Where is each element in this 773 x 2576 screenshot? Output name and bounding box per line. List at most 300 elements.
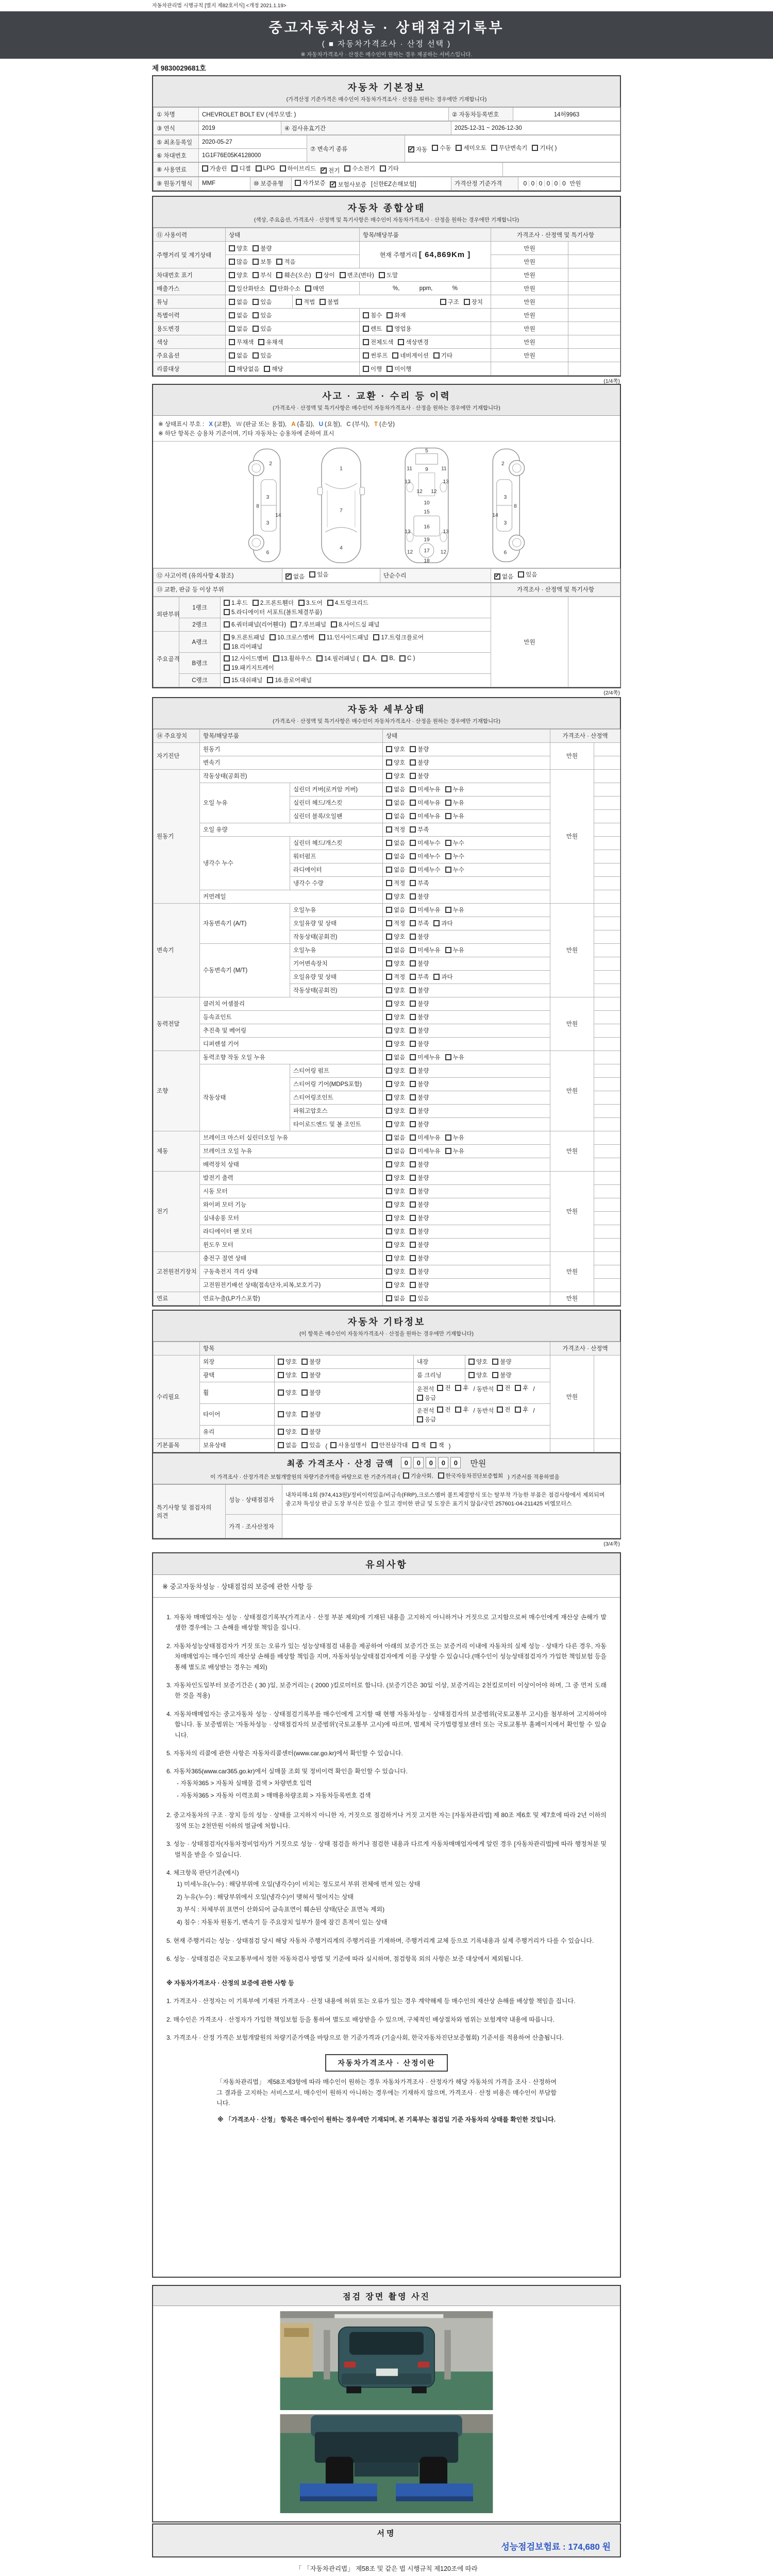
checkbox-icon[interactable] (386, 312, 393, 318)
checkbox-option[interactable]: 양호 (386, 1241, 405, 1249)
checkbox-option[interactable]: 불량 (410, 1200, 429, 1209)
checkbox-icon[interactable] (386, 1268, 392, 1275)
checkbox-icon[interactable] (276, 272, 282, 278)
checkbox-option[interactable]: 변조(변타) (340, 271, 374, 279)
checkbox-option[interactable]: 전체도색 (363, 338, 393, 346)
checkbox-icon[interactable] (386, 1041, 392, 1047)
checkbox-icon[interactable] (410, 840, 416, 846)
checkbox-icon[interactable] (432, 145, 438, 151)
checkbox-icon[interactable] (410, 1041, 416, 1047)
checkbox-icon[interactable] (386, 1295, 392, 1301)
checkbox-icon[interactable] (412, 1442, 418, 1448)
checkbox-option[interactable]: 17.트렁크플로어 (373, 633, 424, 641)
checkbox-icon[interactable] (253, 326, 259, 332)
checkbox-icon[interactable] (331, 621, 337, 628)
checkbox-icon[interactable] (417, 1416, 423, 1422)
checkbox-icon[interactable] (278, 1411, 284, 1417)
checkbox-icon[interactable] (410, 920, 416, 926)
checkbox-option[interactable]: 불량 (253, 244, 272, 252)
checkbox-option[interactable]: 양호 (386, 1066, 405, 1075)
checkbox-icon[interactable] (410, 1215, 416, 1221)
checkbox-icon[interactable] (386, 840, 392, 846)
checkbox-icon[interactable] (410, 1108, 416, 1114)
checkbox-option[interactable]: 불량 (410, 1120, 429, 1128)
checkbox-icon[interactable] (316, 655, 323, 662)
checkbox-option[interactable]: 불량 (410, 1241, 429, 1249)
checkbox-icon[interactable] (399, 655, 406, 662)
checkbox-option[interactable]: 불량 (301, 1428, 321, 1436)
checkbox-icon[interactable] (224, 665, 230, 671)
checkbox-icon[interactable] (229, 326, 235, 332)
checkbox-option[interactable]: 세미오토 (456, 144, 486, 152)
checkbox-icon[interactable] (363, 366, 369, 372)
checkbox-option[interactable]: 불량 (492, 1358, 511, 1366)
checkbox-option[interactable]: 7.루브패널 (291, 620, 326, 629)
checkbox-icon[interactable] (386, 907, 392, 913)
checkbox-icon[interactable] (386, 1148, 392, 1154)
checkbox-option[interactable]: 양호 (386, 758, 405, 767)
checkbox-option[interactable]: 누유 (445, 1147, 464, 1155)
checkbox-icon[interactable] (253, 272, 259, 278)
checkbox-option[interactable]: 있음 (518, 570, 537, 579)
checkbox-option[interactable]: 후 (515, 1384, 528, 1392)
checkbox-option[interactable]: 응급 (417, 1394, 436, 1402)
checkbox-option[interactable]: 부족 (410, 879, 429, 887)
checkbox-option[interactable]: 후 (455, 1405, 468, 1414)
checkbox-icon[interactable] (492, 1372, 498, 1378)
checkbox-icon[interactable] (344, 165, 350, 172)
checkbox-option[interactable]: 양호 (386, 1254, 405, 1262)
checkbox-option[interactable]: A, (363, 655, 377, 662)
checkbox-option[interactable]: 탄화수소 (270, 284, 300, 293)
checkbox-option[interactable]: 하이브리드 (280, 164, 316, 173)
checkbox-icon[interactable] (386, 920, 392, 926)
checkbox-option[interactable]: 없음 (386, 1133, 405, 1142)
checkbox-icon[interactable] (386, 1108, 392, 1114)
checkbox-option[interactable]: ✔ 보험사보증 (330, 181, 366, 188)
checkbox-option[interactable]: 누유 (445, 1053, 464, 1061)
checkbox-icon[interactable] (386, 1255, 392, 1261)
checkbox-option[interactable]: ✔ 자동 (409, 146, 428, 154)
checkbox-option[interactable]: 없음 (229, 351, 248, 360)
checkbox-icon[interactable] (386, 987, 392, 993)
checkbox-option[interactable]: 불량 (410, 758, 429, 767)
checkbox-option[interactable]: 수동 (432, 144, 451, 152)
checkbox-icon[interactable] (267, 677, 273, 683)
checkbox-icon[interactable] (410, 934, 416, 940)
checkbox-option[interactable]: 부족 (410, 973, 429, 981)
checkbox-option[interactable]: 불량 (410, 1093, 429, 1101)
checkbox-option[interactable]: 없음 (229, 325, 248, 333)
checkbox-icon[interactable] (410, 826, 416, 833)
checkbox-icon[interactable] (224, 621, 230, 628)
checkbox-icon[interactable] (229, 245, 235, 251)
checkbox-option[interactable]: 누유 (445, 812, 464, 820)
checkbox-option[interactable]: C ) (399, 655, 415, 662)
checkbox-option[interactable]: 잭 (412, 1441, 426, 1449)
checkbox-icon[interactable] (403, 1472, 409, 1479)
checkbox-icon[interactable] (301, 1429, 308, 1435)
checkbox-icon[interactable] (273, 655, 279, 662)
checkbox-option[interactable]: 양호 (278, 1410, 297, 1418)
checkbox-option[interactable]: 불량 (301, 1410, 321, 1418)
checkbox-icon[interactable] (386, 366, 393, 372)
checkbox-icon[interactable] (392, 352, 398, 359)
checkbox-option[interactable]: 무단변속기 (491, 144, 528, 152)
checkbox-option[interactable]: 미세누수 (410, 866, 440, 874)
checkbox-option[interactable]: 불량 (410, 1174, 429, 1182)
checkbox-icon[interactable] (386, 893, 392, 900)
checkbox-checked-icon[interactable]: ✔ (321, 167, 326, 173)
checkbox-icon[interactable] (276, 259, 282, 265)
checkbox-icon[interactable] (295, 180, 301, 186)
checkbox-icon[interactable] (410, 1188, 416, 1194)
checkbox-option[interactable]: 잭 (430, 1441, 444, 1449)
checkbox-icon[interactable] (229, 339, 235, 345)
checkbox-option[interactable]: 양호 (278, 1428, 297, 1436)
checkbox-icon[interactable] (410, 759, 416, 766)
checkbox-icon[interactable] (445, 1148, 451, 1154)
checkbox-option[interactable]: ✔ 없음 (495, 573, 514, 580)
checkbox-icon[interactable] (497, 1385, 503, 1391)
checkbox-icon[interactable] (231, 165, 238, 172)
checkbox-icon[interactable] (410, 1175, 416, 1181)
checkbox-option[interactable]: 많음 (229, 258, 248, 266)
checkbox-option[interactable]: 불량 (410, 1187, 429, 1195)
checkbox-option[interactable]: 누유 (445, 906, 464, 914)
checkbox-option[interactable]: 전 (497, 1405, 510, 1414)
checkbox-option[interactable]: 불량 (492, 1371, 511, 1379)
checkbox-option[interactable]: 양호 (278, 1388, 297, 1397)
checkbox-option[interactable]: 침수 (363, 311, 382, 319)
checkbox-icon[interactable] (410, 1161, 416, 1167)
checkbox-icon[interactable] (278, 1372, 284, 1378)
checkbox-checked-icon[interactable]: ✔ (495, 573, 500, 579)
checkbox-icon[interactable] (410, 867, 416, 873)
checkbox-icon[interactable] (379, 272, 385, 278)
checkbox-option[interactable]: 없음 (386, 1053, 405, 1061)
checkbox-option[interactable]: 14.필러패널 ( (316, 654, 359, 663)
checkbox-option[interactable]: 색상변경 (398, 338, 428, 346)
checkbox-option[interactable]: 불량 (410, 1026, 429, 1035)
checkbox-icon[interactable] (410, 1228, 416, 1234)
checkbox-option[interactable]: 미세누수 (410, 852, 440, 860)
checkbox-option[interactable]: 불량 (410, 1214, 429, 1222)
checkbox-option[interactable]: 매연 (305, 284, 324, 293)
checkbox-icon[interactable] (386, 1001, 392, 1007)
checkbox-icon[interactable] (224, 600, 230, 606)
checkbox-checked-icon[interactable]: ✔ (330, 181, 336, 188)
checkbox-icon[interactable] (491, 145, 497, 151)
checkbox-option[interactable]: 불량 (410, 1160, 429, 1168)
checkbox-icon[interactable] (253, 259, 259, 265)
checkbox-icon[interactable] (320, 299, 326, 305)
checkbox-icon[interactable] (253, 245, 259, 251)
checkbox-option[interactable]: ✔ 전기 (321, 167, 340, 174)
checkbox-option[interactable]: 9.프론트패널 (224, 633, 265, 641)
checkbox-option[interactable]: 양호 (386, 1227, 405, 1235)
checkbox-option[interactable]: 불량 (410, 892, 429, 901)
checkbox-icon[interactable] (229, 272, 235, 278)
checkbox-option[interactable]: 없음 (386, 946, 405, 954)
checkbox-icon[interactable] (410, 1148, 416, 1154)
checkbox-option[interactable]: 불량 (410, 1267, 429, 1276)
checkbox-icon[interactable] (278, 1359, 284, 1365)
checkbox-option[interactable]: 양호 (386, 1160, 405, 1168)
checkbox-option[interactable]: 불량 (410, 933, 429, 941)
checkbox-option[interactable]: 누유 (445, 799, 464, 807)
checkbox-option[interactable]: 영업용 (386, 325, 411, 333)
checkbox-option[interactable]: 양호 (386, 892, 405, 901)
checkbox-option[interactable]: 19.패키지트레이 (224, 664, 274, 672)
checkbox-icon[interactable] (410, 893, 416, 900)
checkbox-option[interactable]: 8.사이드실 패널 (331, 620, 379, 629)
checkbox-option[interactable]: 15.대쉬패널 (224, 676, 262, 684)
checkbox-icon[interactable] (363, 352, 369, 359)
checkbox-option[interactable]: 양호 (386, 1026, 405, 1035)
checkbox-icon[interactable] (518, 571, 524, 578)
checkbox-option[interactable]: 미세누유 (410, 1147, 440, 1155)
checkbox-icon[interactable] (316, 272, 322, 278)
checkbox-option[interactable]: 장치 (464, 298, 483, 306)
checkbox-icon[interactable] (445, 907, 451, 913)
checkbox-icon[interactable] (363, 339, 369, 345)
checkbox-option[interactable]: 양호 (278, 1371, 297, 1379)
checkbox-icon[interactable] (278, 1442, 284, 1448)
checkbox-option[interactable]: 18.리어패널 (224, 642, 262, 651)
checkbox-icon[interactable] (278, 1389, 284, 1396)
checkbox-option[interactable]: 해당없음 (229, 365, 259, 373)
checkbox-icon[interactable] (253, 600, 259, 606)
checkbox-option[interactable]: 과다 (433, 973, 452, 981)
checkbox-icon[interactable] (410, 1094, 416, 1100)
checkbox-icon[interactable] (410, 1121, 416, 1127)
checkbox-option[interactable]: 전 (497, 1384, 510, 1392)
checkbox-icon[interactable] (381, 655, 388, 662)
checkbox-icon[interactable] (258, 339, 264, 345)
checkbox-icon[interactable] (386, 746, 392, 752)
checkbox-icon[interactable] (229, 352, 235, 359)
checkbox-icon[interactable] (386, 1054, 392, 1060)
checkbox-icon[interactable] (386, 1161, 392, 1167)
checkbox-option[interactable]: 11.인사이드패널 (319, 633, 369, 641)
checkbox-option[interactable]: 양호 (468, 1371, 488, 1379)
checkbox-option[interactable]: 양호 (386, 1120, 405, 1128)
checkbox-icon[interactable] (319, 634, 325, 640)
checkbox-icon[interactable] (410, 773, 416, 779)
checkbox-icon[interactable] (437, 1406, 443, 1413)
checkbox-option[interactable]: 이행 (363, 365, 382, 373)
checkbox-option[interactable]: 적정 (386, 919, 405, 927)
checkbox-option[interactable]: 유채색 (258, 338, 283, 346)
checkbox-icon[interactable] (386, 880, 392, 886)
checkbox-icon[interactable] (497, 1406, 503, 1413)
checkbox-option[interactable]: 양호 (386, 999, 405, 1008)
checkbox-icon[interactable] (468, 1359, 475, 1365)
checkbox-option[interactable]: 없음 (386, 785, 405, 793)
checkbox-option[interactable]: 있음 (253, 311, 272, 319)
checkbox-option[interactable]: 없음 (229, 298, 248, 306)
checkbox-option[interactable]: 양호 (386, 1267, 405, 1276)
checkbox-icon[interactable] (330, 1442, 337, 1448)
checkbox-icon[interactable] (229, 312, 235, 318)
checkbox-icon[interactable] (386, 1067, 392, 1074)
checkbox-option[interactable]: 무채색 (229, 338, 254, 346)
checkbox-icon[interactable] (386, 1175, 392, 1181)
checkbox-icon[interactable] (301, 1359, 308, 1365)
checkbox-icon[interactable] (410, 800, 416, 806)
checkbox-icon[interactable] (386, 947, 392, 953)
checkbox-option[interactable]: 구조 (440, 298, 459, 306)
checkbox-option[interactable]: 있음 (253, 351, 272, 360)
checkbox-icon[interactable] (437, 1385, 443, 1391)
checkbox-option[interactable]: 기타 (380, 164, 399, 173)
checkbox-option[interactable]: 전 (437, 1384, 450, 1392)
checkbox-icon[interactable] (386, 1081, 392, 1087)
checkbox-icon[interactable] (468, 1372, 475, 1378)
checkbox-icon[interactable] (380, 165, 386, 172)
checkbox-icon[interactable] (291, 621, 297, 628)
checkbox-option[interactable]: 없음 (386, 906, 405, 914)
checkbox-option[interactable]: 보통 (253, 258, 272, 266)
checkbox-icon[interactable] (386, 867, 392, 873)
checkbox-option[interactable]: 누수 (445, 852, 464, 860)
checkbox-option[interactable]: 기술사회, (403, 1472, 433, 1480)
checkbox-option[interactable]: 불량 (410, 986, 429, 994)
checkbox-option[interactable]: 안전삼각대 (372, 1441, 408, 1449)
checkbox-option[interactable]: 가솔린 (202, 164, 227, 173)
checkbox-icon[interactable] (410, 1067, 416, 1074)
checkbox-option[interactable]: 없음 (386, 1294, 405, 1302)
checkbox-icon[interactable] (386, 773, 392, 779)
checkbox-option[interactable]: 누수 (445, 866, 464, 874)
checkbox-icon[interactable] (386, 813, 392, 819)
checkbox-option[interactable]: 양호 (386, 1174, 405, 1182)
checkbox-option[interactable]: ✔ 없음 (286, 573, 305, 580)
checkbox-icon[interactable] (532, 145, 538, 151)
checkbox-option[interactable]: 없음 (386, 1147, 405, 1155)
checkbox-icon[interactable] (363, 326, 369, 332)
checkbox-icon[interactable] (410, 1295, 416, 1301)
checkbox-icon[interactable] (386, 826, 392, 833)
checkbox-icon[interactable] (386, 1134, 392, 1141)
checkbox-option[interactable]: 불량 (410, 959, 429, 968)
checkbox-option[interactable]: 누유 (445, 946, 464, 954)
checkbox-option[interactable]: 없음 (386, 812, 405, 820)
checkbox-option[interactable]: 불량 (410, 999, 429, 1008)
checkbox-option[interactable]: 양호 (386, 933, 405, 941)
checkbox-icon[interactable] (372, 1442, 378, 1448)
checkbox-option[interactable]: 불량 (410, 772, 429, 780)
checkbox-option[interactable]: 불량 (410, 1281, 429, 1289)
checkbox-option[interactable]: 양호 (386, 1013, 405, 1021)
checkbox-icon[interactable] (455, 1406, 461, 1413)
checkbox-option[interactable]: 없음 (386, 839, 405, 847)
checkbox-icon[interactable] (440, 299, 446, 305)
checkbox-option[interactable]: 수소전기 (344, 164, 375, 173)
checkbox-option[interactable]: 미이행 (386, 365, 411, 373)
checkbox-icon[interactable] (410, 746, 416, 752)
checkbox-icon[interactable] (410, 1001, 416, 1007)
checkbox-icon[interactable] (202, 165, 208, 172)
checkbox-option[interactable]: 디젤 (231, 164, 250, 173)
checkbox-icon[interactable] (445, 800, 451, 806)
checkbox-icon[interactable] (445, 786, 451, 792)
checkbox-option[interactable]: 불량 (410, 1040, 429, 1048)
checkbox-option[interactable]: 양호 (229, 271, 248, 279)
checkbox-icon[interactable] (253, 312, 259, 318)
checkbox-icon[interactable] (386, 960, 392, 967)
checkbox-icon[interactable] (410, 907, 416, 913)
checkbox-option[interactable]: 양호 (468, 1358, 488, 1366)
checkbox-icon[interactable] (410, 1255, 416, 1261)
checkbox-option[interactable]: 불량 (410, 745, 429, 753)
checkbox-icon[interactable] (410, 813, 416, 819)
checkbox-icon[interactable] (492, 1359, 498, 1365)
checkbox-option[interactable]: 없음 (278, 1441, 297, 1449)
checkbox-option[interactable]: 썬루프 (363, 351, 388, 360)
checkbox-option[interactable]: 불량 (410, 1254, 429, 1262)
checkbox-icon[interactable] (229, 285, 235, 292)
checkbox-icon[interactable] (280, 165, 286, 172)
checkbox-option[interactable]: 미세누유 (410, 785, 440, 793)
checkbox-icon[interactable] (301, 1411, 308, 1417)
checkbox-option[interactable]: 12.사이드멤버 (224, 654, 268, 663)
checkbox-icon[interactable] (410, 1054, 416, 1060)
checkbox-icon[interactable] (515, 1406, 521, 1413)
checkbox-option[interactable]: 응급 (417, 1415, 436, 1423)
checkbox-icon[interactable] (445, 853, 451, 859)
checkbox-icon[interactable] (298, 600, 305, 606)
checkbox-option[interactable]: 전 (437, 1405, 450, 1414)
checkbox-icon[interactable] (438, 1472, 444, 1479)
checkbox-icon[interactable] (464, 299, 470, 305)
checkbox-option[interactable]: 없음 (229, 311, 248, 319)
checkbox-option[interactable]: 있음 (253, 298, 272, 306)
checkbox-icon[interactable] (445, 867, 451, 873)
checkbox-option[interactable]: 양호 (386, 986, 405, 994)
checkbox-option[interactable]: 있음 (410, 1294, 429, 1302)
checkbox-option[interactable]: 화재 (386, 311, 406, 319)
checkbox-checked-icon[interactable]: ✔ (409, 146, 414, 152)
checkbox-option[interactable]: 16.플로어패널 (267, 676, 312, 684)
checkbox-icon[interactable] (386, 1242, 392, 1248)
checkbox-icon[interactable] (386, 326, 393, 332)
checkbox-icon[interactable] (386, 974, 392, 980)
checkbox-option[interactable]: 적법 (296, 298, 315, 306)
checkbox-icon[interactable] (445, 813, 451, 819)
checkbox-option[interactable]: 양호 (229, 244, 248, 252)
checkbox-option[interactable]: 적정 (386, 973, 405, 981)
checkbox-option[interactable]: 없음 (386, 852, 405, 860)
checkbox-icon[interactable] (229, 366, 235, 372)
checkbox-option[interactable]: 양호 (386, 1040, 405, 1048)
checkbox-option[interactable]: 렌트 (363, 325, 382, 333)
checkbox-icon[interactable] (253, 299, 259, 305)
checkbox-option[interactable]: 불량 (410, 1107, 429, 1115)
checkbox-option[interactable]: 기타( ) (532, 144, 557, 152)
checkbox-icon[interactable] (410, 1014, 416, 1020)
checkbox-option[interactable]: 4.트렁크리드 (327, 599, 368, 607)
checkbox-option[interactable]: 미세누유 (410, 799, 440, 807)
checkbox-option[interactable]: 양호 (386, 772, 405, 780)
checkbox-option[interactable]: 불량 (410, 1227, 429, 1235)
checkbox-option[interactable]: 상이 (316, 271, 335, 279)
checkbox-option[interactable]: 양호 (386, 1080, 405, 1088)
checkbox-option[interactable]: 양호 (386, 1214, 405, 1222)
checkbox-option[interactable]: 미세누유 (410, 812, 440, 820)
checkbox-icon[interactable] (410, 947, 416, 953)
